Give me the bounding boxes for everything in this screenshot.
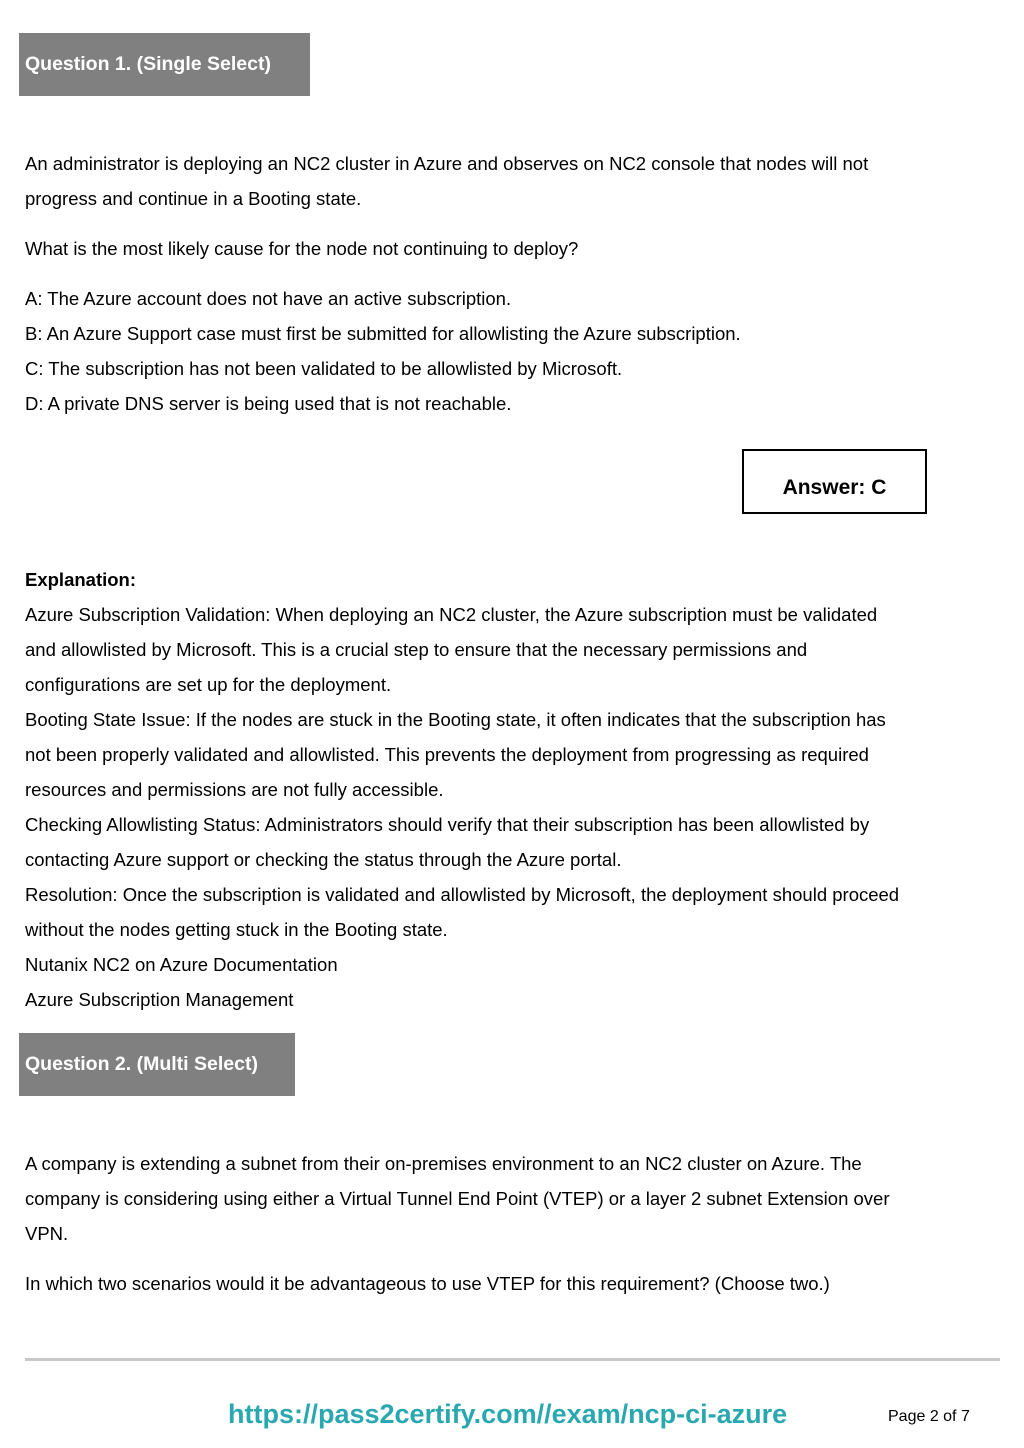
stem-line: company is considering using either a Virtual Tunnel End Point (VTEP) or a layer 2 subnet Extension over — [25, 1188, 890, 1209]
question-1-prompt: What is the most likely cause for the node not continuing to deploy? — [25, 238, 579, 259]
explanation-line: resources and permissions are not fully accessible. — [25, 779, 444, 800]
explanation-line: and allowlisted by Microsoft. This is a crucial step to ensure that the necessary permissions and — [25, 639, 808, 660]
option-c: C: The subscription has not been validated to be allowlisted by Microsoft. — [25, 358, 623, 379]
explanation-line: without the nodes getting stuck in the Booting state. — [25, 919, 448, 940]
explanation-line: Checking Allowlisting Status: Administrators should verify that their subscription has been allowlisted by — [25, 814, 870, 835]
stem-line: progress and continue in a Booting state. — [25, 188, 362, 209]
stem-line: An administrator is deploying an NC2 cluster in Azure and observes on NC2 console that nodes will not — [25, 153, 869, 174]
question-1-options — [25, 281, 1010, 421]
explanation-line: configurations are set up for the deployment. — [25, 674, 392, 695]
stem-line: A company is extending a subnet from their on-premises environment to an NC2 cluster on Azure. The — [25, 1153, 862, 1174]
option-b: B: An Azure Support case must first be submitted for allowlisting the Azure subscription. — [25, 323, 741, 344]
answer-text: Answer: C — [782, 475, 887, 499]
explanation-label: Explanation: — [25, 569, 137, 590]
reference-azure-subscription: Azure Subscription Management — [25, 989, 294, 1010]
answer-box — [742, 449, 927, 514]
question-1-stem — [25, 146, 1010, 216]
explanation-line: contacting Azure support or checking the status through the Azure portal. — [25, 849, 622, 870]
question-2-prompt: In which two scenarios would it be advantageous to use VTEP for this requirement? (Choose two.) — [25, 1273, 830, 1294]
option-d: D: A private DNS server is being used that is not reachable. — [25, 393, 512, 414]
explanation-line: Resolution: Once the subscription is validated and allowlisted by Microsoft, the deployment should proceed — [25, 884, 900, 905]
explanation-body — [25, 597, 1010, 1017]
question-2-header: Question 2. (Multi Select) — [19, 1033, 295, 1096]
question-1-header: Question 1. (Single Select) — [19, 33, 310, 96]
option-a: A: The Azure account does not have an active subscription. — [25, 288, 512, 309]
footer-divider — [25, 1358, 1000, 1361]
explanation-line: not been properly validated and allowlisted. This prevents the deployment from progressing as required — [25, 744, 869, 765]
reference-nc2-docs: Nutanix NC2 on Azure Documentation — [25, 954, 338, 975]
footer-link[interactable]: https://pass2certify.com//exam/ncp-ci-azure — [228, 1399, 788, 1429]
explanation-line: Azure Subscription Validation: When deploying an NC2 cluster, the Azure subscription must be validated — [25, 604, 878, 625]
page-number: Page 2 of 7 — [888, 1408, 970, 1425]
stem-line: VPN. — [25, 1223, 69, 1244]
explanation-line: Booting State Issue: If the nodes are stuck in the Booting state, it often indicates that the subscription has — [25, 709, 886, 730]
question-2-stem — [25, 1146, 1010, 1251]
